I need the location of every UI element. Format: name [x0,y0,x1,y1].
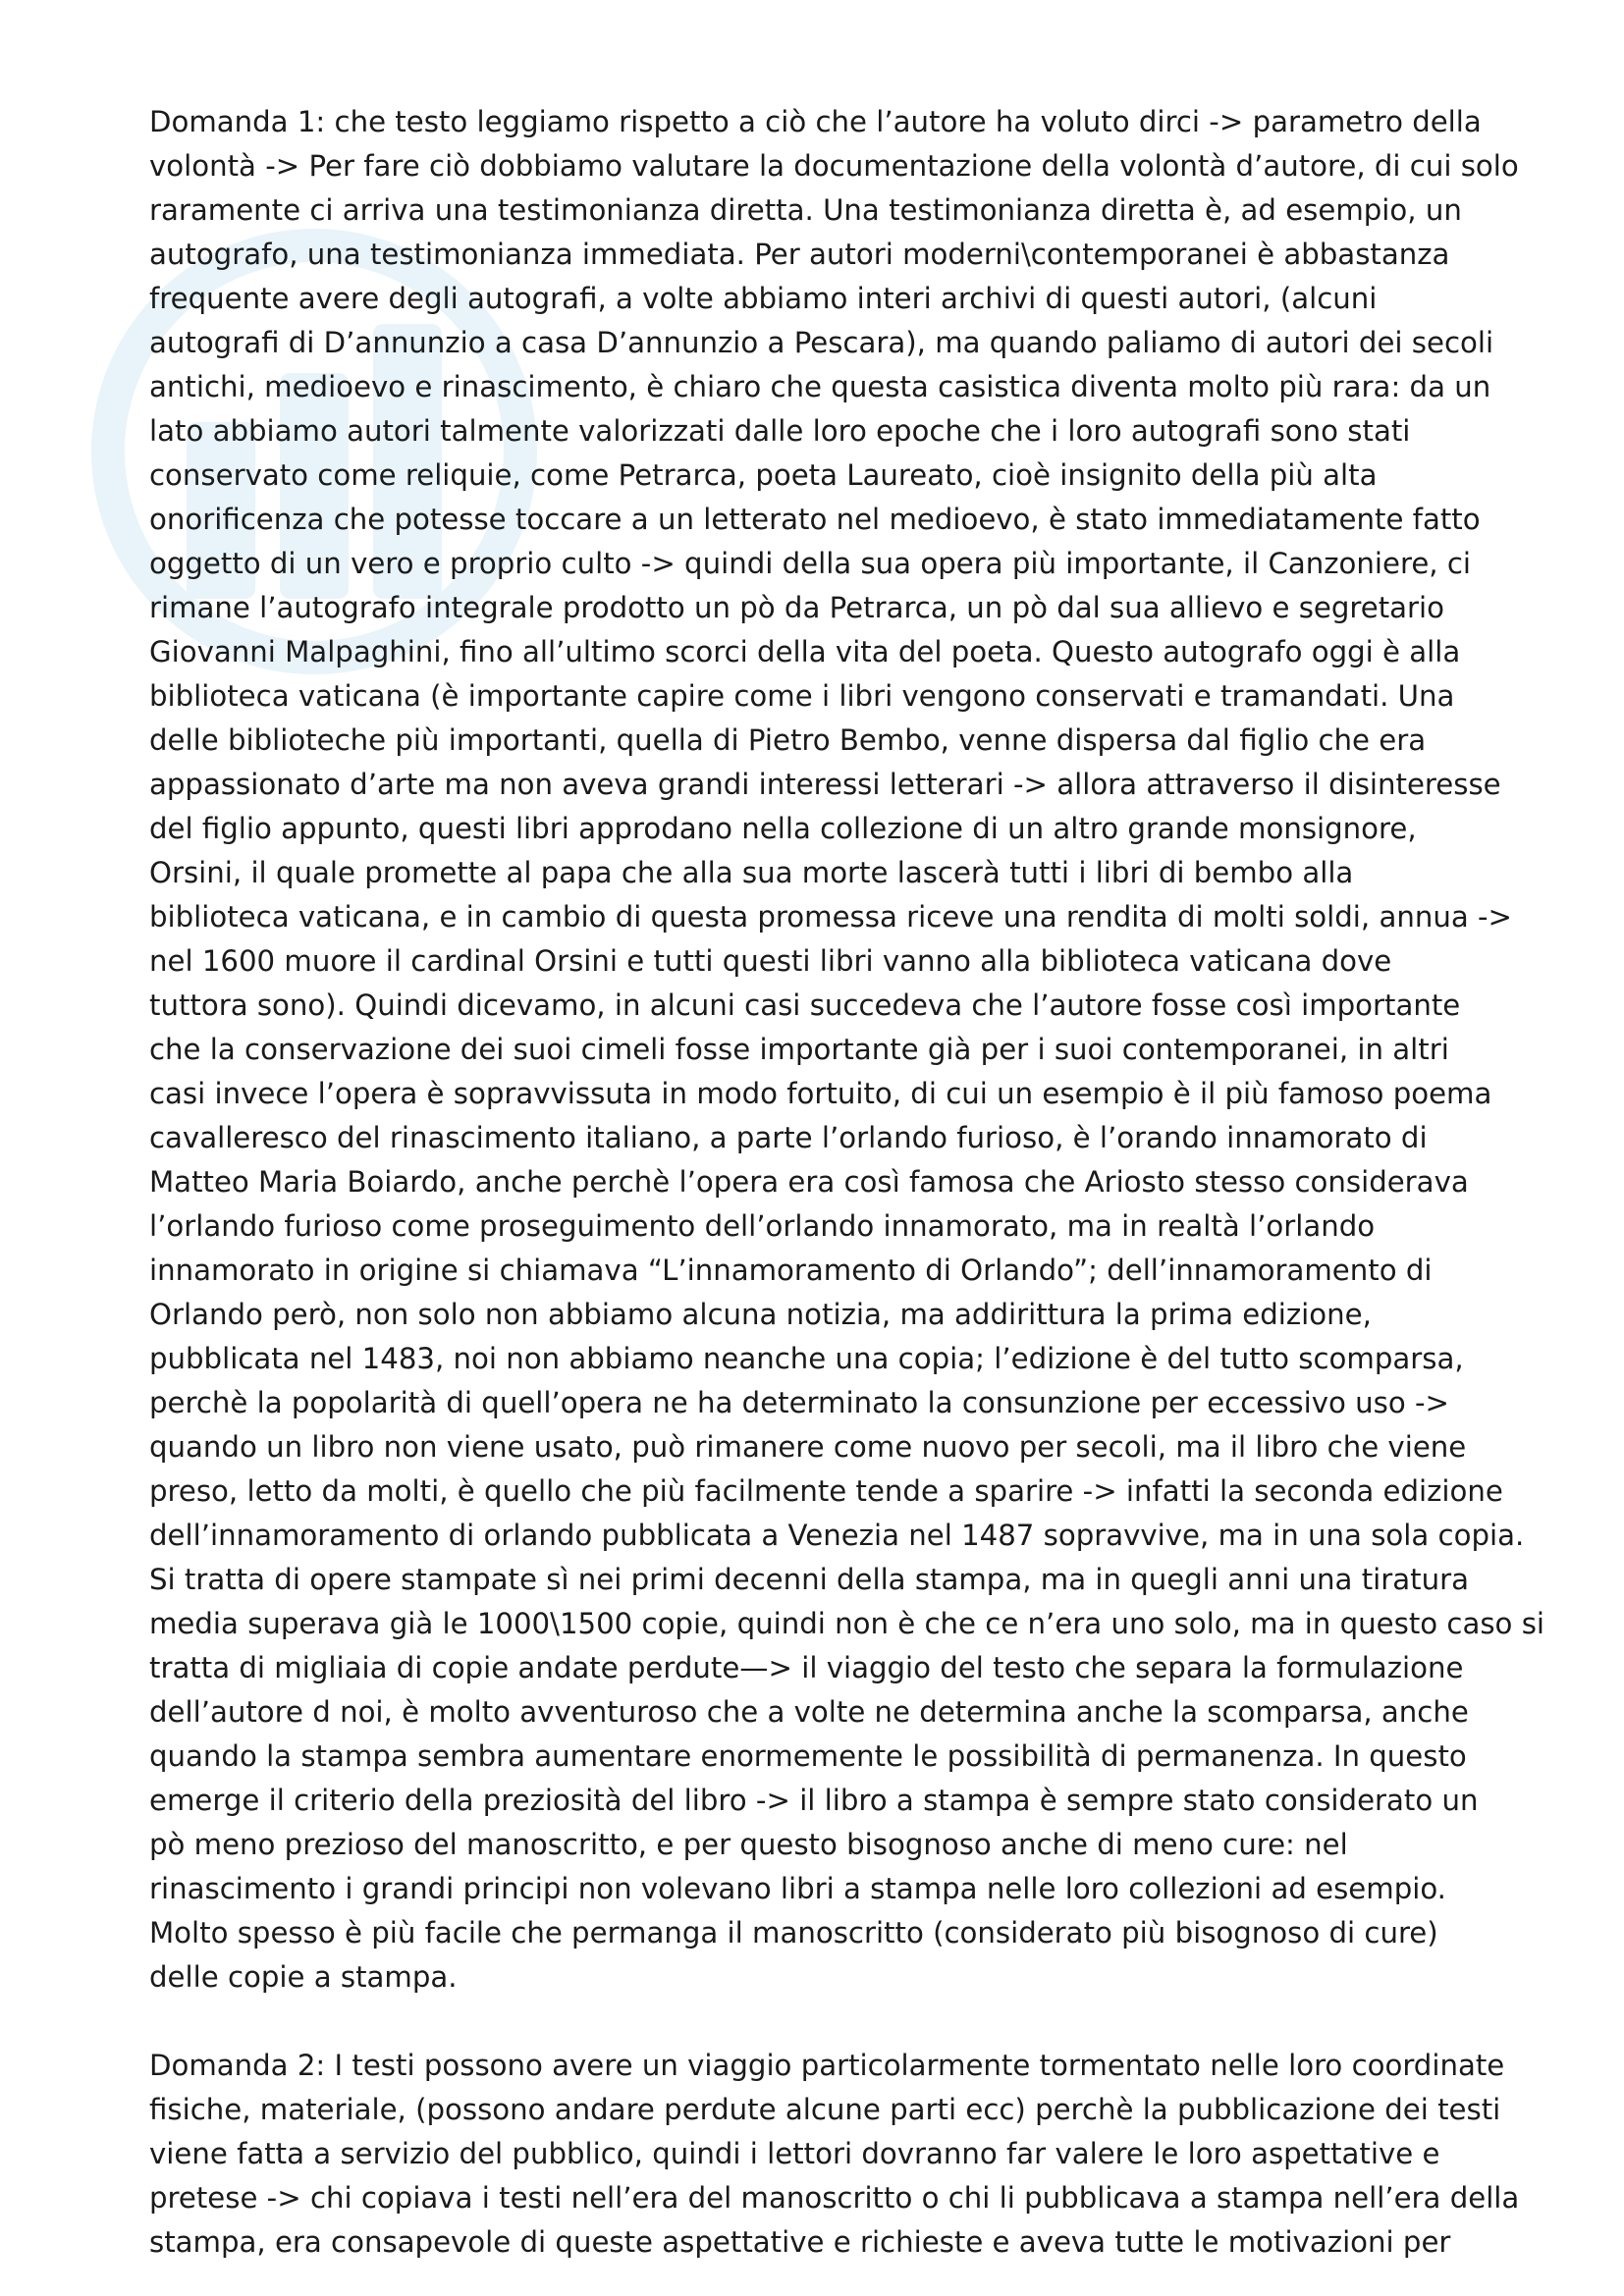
text-line: Si tratta di opere stampate sì nei primi decenni della stampa, ma in quegli anni una tiratura [149,1563,1469,1596]
text-line: casi invece l’opera è sopravvissuta in modo fortuito, di cui un esempio è il più famoso poema [149,1077,1492,1110]
text-line: dell’innamoramento di orlando pubblicata a Venezia nel 1487 sopravvive, ma in una sola copia. [149,1519,1525,1552]
text-line: volontà -> Per fare ciò dobbiamo valutare la documentazione della volontà d’autore, di cui solo [149,149,1519,183]
text-line: tratta di migliaia di copie andate perdute—> il viaggio del testo che separa la formulazione [149,1651,1464,1684]
text-line: delle biblioteche più importanti, quella di Pietro Bembo, venne dispersa dal figlio che era [149,723,1427,757]
text-line: quando un libro non viene usato, può rimanere come nuovo per secoli, ma il libro che viene [149,1430,1467,1464]
text-line: antichi, medioevo e rinascimento, è chiaro che questa casistica diventa molto più rara: da un [149,370,1491,403]
text-line: cavalleresco del rinascimento italiano, a parte l’orlando furioso, è l’orando innamorato di [149,1121,1428,1154]
text-line: frequente avere degli autografi, a volte abbiamo interi archivi di questi autori, (alcuni [149,282,1378,315]
text-line: viene fatta a servizio del pubblico, quindi i lettori dovranno far valere le loro aspettative e [149,2137,1440,2170]
text-line: lato abbiamo autori talmente valorizzati dalle loro epoche che i loro autografi sono stati [149,414,1411,448]
text-line: emerge il criterio della preziosità del libro -> il libro a stampa è sempre stato considerato un [149,1784,1479,1817]
text-line: media superava già le 1000\1500 copie, quindi non è che ce n’era uno solo, ma in questo caso si [149,1607,1545,1640]
text-line: del figlio appunto, questi libri approdano nella collezione di un altro grande monsignore, [149,812,1417,845]
text-line: rimane l’autografo integrale prodotto un pò da Petrarca, un pò dal sua allievo e segretario [149,591,1445,624]
paragraph-spacer [149,2000,1602,2044]
text-line: onorificenza che potesse toccare a un letterato nel medioevo, è stato immediatamente fatto [149,503,1481,536]
text-line: che la conservazione dei suoi cimeli fosse importante già per i suoi contemporanei, in altri [149,1033,1449,1066]
text-line: oggetto di un vero e proprio culto -> quindi della sua opera più importante, il Canzoniere, ci [149,547,1472,580]
paragraph-domanda-1 [149,100,1602,2000]
text-line: tuttora sono). Quindi dicevamo, in alcuni casi succedeva che l’autore fosse così importante [149,988,1461,1022]
text-line: stampa, era consapevole di queste aspettative e richieste e aveva tutte le motivazioni per [149,2225,1451,2259]
text-line: Giovanni Malpaghini, fino all’ultimo scorci della vita del poeta. Questo autografo oggi è alla [149,635,1461,668]
text-line: fisiche, materiale, (possono andare perdute alcune parti ecc) perchè la pubblicazione dei testi [149,2093,1501,2126]
text-line: perchè la popolarità di quell’opera ne ha determinato la consunzione per eccessivo uso -> [149,1386,1449,1419]
text-line: delle copie a stampa. [149,1960,458,1994]
text-line: pubblicata nel 1483, noi non abbiamo neanche una copia; l’edizione è del tutto scomparsa, [149,1342,1464,1375]
text-line: Domanda 1: che testo leggiamo rispetto a ciò che l’autore ha voluto dirci -> parametro della [149,105,1482,138]
text-line: conservato come reliquie, come Petrarca, poeta Laureato, cioè insignito della più alta [149,458,1378,492]
text-line: dell’autore d noi, è molto avventuroso che a volte ne determina anche la scomparsa, anche [149,1695,1469,1729]
text-line: appassionato d’arte ma non aveva grandi interessi letterari -> allora attraverso il disinteresse [149,768,1501,801]
text-line: Molto spesso è più facile che permanga il manoscritto (considerato più bisognoso di cure) [149,1916,1438,1949]
text-line: pò meno prezioso del manoscritto, e per questo bisognoso anche di meno cure: nel [149,1828,1348,1861]
text-line: l’orlando furioso come proseguimento dell’orlando innamorato, ma in realtà l’orlando [149,1209,1376,1243]
text-line: rinascimento i grandi principi non volevano libri a stampa nelle loro collezioni ad esempio. [149,1872,1446,1905]
text-line: quando la stampa sembra aumentare enormemente le possibilità di permanenza. In questo [149,1739,1467,1773]
text-line: Domanda 2: I testi possono avere un viaggio particolarmente tormentato nelle loro coordinate [149,2049,1505,2082]
paragraph-domanda-2 [149,2044,1602,2265]
text-line: Orlando però, non solo non abbiamo alcuna notizia, ma addirittura la prima edizione, [149,1298,1372,1331]
text-line: pretese -> chi copiava i testi nell’era del manoscritto o chi li pubblicava a stampa nell’era della [149,2181,1520,2215]
document-body [149,100,1602,2265]
text-line: autografi di D’annunzio a casa D’annunzio a Pescara), ma quando paliamo di autori dei secoli [149,326,1494,359]
text-line: autografo, una testimonianza immediata. Per autori moderni\contemporanei è abbastanza [149,238,1450,271]
text-line: preso, letto da molti, è quello che più facilmente tende a sparire -> infatti la seconda edizione [149,1474,1503,1508]
text-line: nel 1600 muore il cardinal Orsini e tutti questi libri vanno alla biblioteca vaticana dove [149,944,1392,978]
text-line: Orsini, il quale promette al papa che alla sua morte lascerà tutti i libri di bembo alla [149,856,1354,889]
text-line: biblioteca vaticana, e in cambio di questa promessa riceve una rendita di molti soldi, annua -> [149,900,1513,934]
text-line: Matteo Maria Boiardo, anche perchè l’opera era così famosa che Ariosto stesso considerava [149,1165,1469,1199]
text-line: biblioteca vaticana (è importante capire come i libri vengono conservati e tramandati. Una [149,679,1455,713]
text-line: innamorato in origine si chiamava “L’innamoramento di Orlando”; dell’innamoramento di [149,1254,1433,1287]
text-line: raramente ci arriva una testimonianza diretta. Una testimonianza diretta è, ad esempio, un [149,193,1462,227]
